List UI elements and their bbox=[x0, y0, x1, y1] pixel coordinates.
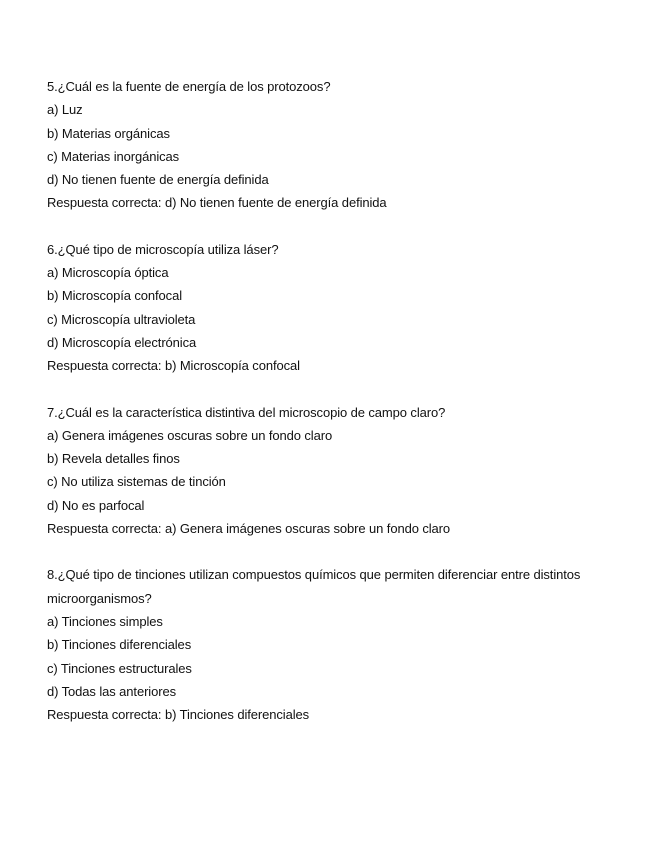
answer-option-d: d) Microscopía electrónica bbox=[47, 334, 197, 350]
correct-answer: Respuesta correcta: d) No tienen fuente de energía definida bbox=[47, 195, 387, 211]
answer-option-a: a) Luz bbox=[47, 102, 83, 118]
answer-option-a: a) Tinciones simples bbox=[47, 613, 163, 629]
answer-option-a: a) Microscopía óptica bbox=[47, 265, 169, 281]
answer-option-c: c) Materias inorgánicas bbox=[47, 148, 180, 164]
answer-option-b: b) Tinciones diferenciales bbox=[47, 637, 192, 653]
question-stem: 6.¿Qué tipo de microscopía utiliza láser? bbox=[47, 241, 279, 257]
question-5 bbox=[47, 75, 617, 215]
answer-option-b: b) Microscopía confocal bbox=[47, 288, 182, 304]
correct-answer: Respuesta correcta: b) Microscopía confocal bbox=[47, 358, 300, 374]
correct-answer: Respuesta correcta: a) Genera imágenes oscuras sobre un fondo claro bbox=[47, 521, 451, 537]
answer-option-a: a) Genera imágenes oscuras sobre un fondo claro bbox=[47, 427, 333, 443]
answer-option-c: c) No utiliza sistemas de tinción bbox=[47, 474, 226, 490]
question-stem: 5.¿Cuál es la fuente de energía de los protozoos? bbox=[47, 79, 331, 94]
answer-option-b: b) Materias orgánicas bbox=[47, 125, 170, 141]
question-7 bbox=[47, 401, 617, 541]
question-8 bbox=[47, 563, 617, 726]
answer-option-b: b) Revela detalles finos bbox=[47, 451, 180, 467]
answer-option-c: c) Tinciones estructurales bbox=[47, 660, 192, 676]
answer-option-d: d) Todas las anteriores bbox=[47, 683, 176, 699]
correct-answer: Respuesta correcta: b) Tinciones diferenciales bbox=[47, 707, 310, 723]
question-stem-line-1: 8.¿Qué tipo de tinciones utilizan compuestos químicos que permiten diferenciar entre distintos bbox=[47, 567, 581, 583]
answer-option-d: d) No es parfocal bbox=[47, 497, 145, 513]
question-stem-line-2: microorganismos? bbox=[47, 590, 152, 606]
question-6 bbox=[47, 238, 617, 378]
question-stem: 7.¿Cuál es la característica distintiva del microscopio de campo claro? bbox=[47, 404, 446, 420]
answer-option-d: d) No tienen fuente de energía definida bbox=[47, 172, 269, 188]
answer-option-c: c) Microscopía ultravioleta bbox=[47, 311, 196, 327]
quiz-content bbox=[47, 75, 617, 726]
